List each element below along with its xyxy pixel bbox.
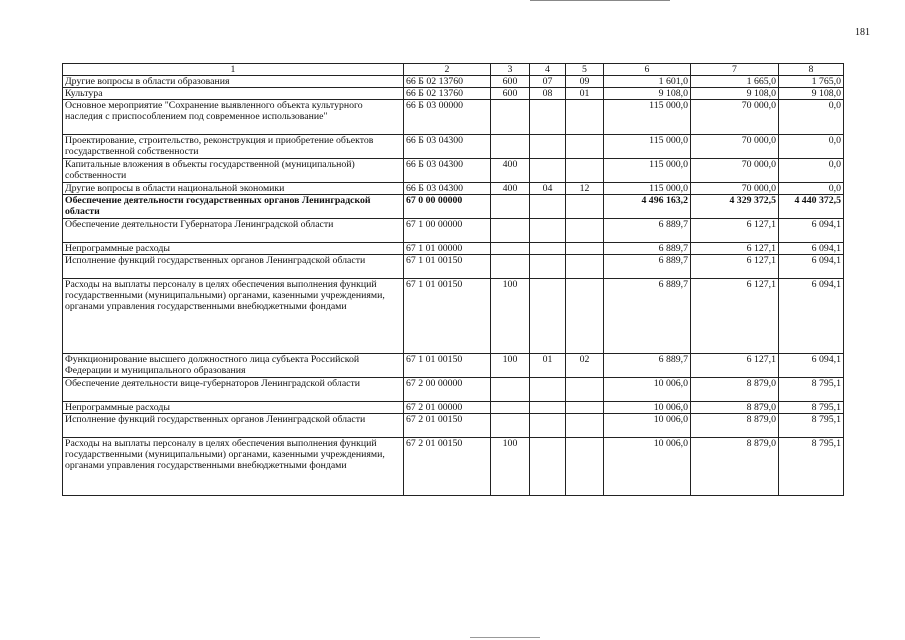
row-value7-cell: 9 108,0 (691, 88, 779, 100)
row-col3-cell: 100 (491, 354, 530, 378)
row-value8-cell: 9 108,0 (779, 88, 844, 100)
header-cell: 5 (566, 64, 604, 76)
header-cell: 3 (491, 64, 530, 76)
row-code-cell: 66 Б 02 13760 (404, 76, 491, 88)
row-col3-cell (491, 135, 530, 159)
row-value8-cell: 6 094,1 (779, 279, 844, 354)
row-name-cell: Капитальные вложения в объекты государственной (муниципальной) собственности (63, 159, 404, 183)
row-value6-cell: 115 000,0 (604, 159, 691, 183)
row-value6-cell: 115 000,0 (604, 183, 691, 195)
row-col4-cell (530, 135, 566, 159)
row-value7-cell: 4 329 372,5 (691, 195, 779, 219)
row-code-cell: 67 1 00 00000 (404, 219, 491, 243)
row-value7-cell: 70 000,0 (691, 100, 779, 135)
row-value8-cell: 1 765,0 (779, 76, 844, 88)
row-value8-cell: 0,0 (779, 183, 844, 195)
row-col5-cell (566, 402, 604, 414)
row-name-cell: Другие вопросы в области образования (63, 76, 404, 88)
table-row (63, 100, 844, 135)
header-cell: 4 (530, 64, 566, 76)
row-value6-cell: 10 006,0 (604, 414, 691, 438)
row-col4-cell: 04 (530, 183, 566, 195)
row-col5-cell: 09 (566, 76, 604, 88)
row-code-cell: 67 1 01 00000 (404, 243, 491, 255)
row-code-cell: 67 1 01 00150 (404, 354, 491, 378)
row-code-cell: 66 Б 03 04300 (404, 183, 491, 195)
row-col4-cell (530, 219, 566, 243)
row-col3-cell: 400 (491, 159, 530, 183)
row-value7-cell: 6 127,1 (691, 354, 779, 378)
row-code-cell: 66 Б 02 13760 (404, 88, 491, 100)
row-code-cell: 67 1 01 00150 (404, 255, 491, 279)
row-name-cell: Исполнение функций государственных органов Ленинградской области (63, 255, 404, 279)
row-value6-cell: 9 108,0 (604, 88, 691, 100)
row-value7-cell: 70 000,0 (691, 159, 779, 183)
row-name-cell: Непрограммные расходы (63, 243, 404, 255)
budget-table (62, 63, 844, 496)
row-value7-cell: 8 879,0 (691, 438, 779, 496)
row-code-cell: 67 2 01 00150 (404, 414, 491, 438)
row-col3-cell (491, 100, 530, 135)
row-value6-cell: 6 889,7 (604, 279, 691, 354)
row-col4-cell (530, 100, 566, 135)
row-value6-cell: 6 889,7 (604, 354, 691, 378)
row-value8-cell: 6 094,1 (779, 219, 844, 243)
row-value8-cell: 0,0 (779, 135, 844, 159)
row-col3-cell (491, 195, 530, 219)
scan-edge-line-top (530, 0, 670, 1)
row-col3-cell (491, 402, 530, 414)
row-name-cell: Расходы на выплаты персоналу в целях обеспечения выполнения функций государственными (муниципальными) органами, казенными учреждениями, органами управления государственными внебюджетными фондами (63, 438, 404, 496)
row-code-cell: 66 Б 03 04300 (404, 135, 491, 159)
row-value6-cell: 1 601,0 (604, 76, 691, 88)
header-row (63, 64, 844, 76)
row-value6-cell: 115 000,0 (604, 135, 691, 159)
row-value8-cell: 6 094,1 (779, 243, 844, 255)
table-row (63, 414, 844, 438)
row-col5-cell (566, 100, 604, 135)
table-row (63, 279, 844, 354)
table-row (63, 135, 844, 159)
table-row (63, 76, 844, 88)
row-col3-cell (491, 243, 530, 255)
row-name-cell: Основное мероприятие "Сохранение выявленного объекта культурного наследия с приспособлением под современное использование" (63, 100, 404, 135)
row-code-cell: 66 Б 03 00000 (404, 100, 491, 135)
row-value8-cell: 0,0 (779, 159, 844, 183)
row-code-cell: 67 2 01 00000 (404, 402, 491, 414)
row-value8-cell: 8 795,1 (779, 438, 844, 496)
row-col3-cell (491, 219, 530, 243)
row-code-cell: 67 1 01 00150 (404, 279, 491, 354)
row-col3-cell: 600 (491, 88, 530, 100)
row-value7-cell: 6 127,1 (691, 219, 779, 243)
row-code-cell: 67 0 00 00000 (404, 195, 491, 219)
table-body (63, 76, 844, 496)
row-name-cell: Обеспечение деятельности государственных органов Ленинградской области (63, 195, 404, 219)
row-col4-cell: 01 (530, 354, 566, 378)
table-row (63, 195, 844, 219)
table-row (63, 219, 844, 243)
row-col4-cell (530, 195, 566, 219)
row-value8-cell: 4 440 372,5 (779, 195, 844, 219)
row-name-cell: Непрограммные расходы (63, 402, 404, 414)
header-cell: 8 (779, 64, 844, 76)
table-row (63, 378, 844, 402)
row-value7-cell: 8 879,0 (691, 402, 779, 414)
row-col3-cell (491, 414, 530, 438)
row-col4-cell (530, 159, 566, 183)
row-col5-cell: 01 (566, 88, 604, 100)
row-value8-cell: 8 795,1 (779, 414, 844, 438)
table-row (63, 183, 844, 195)
table-row (63, 438, 844, 496)
row-value6-cell: 4 496 163,2 (604, 195, 691, 219)
row-value7-cell: 8 879,0 (691, 378, 779, 402)
row-col5-cell (566, 243, 604, 255)
row-value6-cell: 6 889,7 (604, 219, 691, 243)
row-col5-cell: 12 (566, 183, 604, 195)
row-col4-cell (530, 402, 566, 414)
row-col3-cell (491, 378, 530, 402)
row-col4-cell (530, 255, 566, 279)
table-row (63, 243, 844, 255)
row-value7-cell: 1 665,0 (691, 76, 779, 88)
row-value6-cell: 115 000,0 (604, 100, 691, 135)
row-col5-cell (566, 159, 604, 183)
header-cell: 2 (404, 64, 491, 76)
row-value7-cell: 6 127,1 (691, 243, 779, 255)
row-name-cell: Расходы на выплаты персоналу в целях обеспечения выполнения функций государственными (муниципальными) органами, казенными учреждениями, органами управления государственными внебюджетными фондами (63, 279, 404, 354)
row-col5-cell (566, 279, 604, 354)
row-name-cell: Проектирование, строительство, реконструкция и приобретение объектов государственной собственности (63, 135, 404, 159)
row-value8-cell: 8 795,1 (779, 378, 844, 402)
row-name-cell: Обеспечение деятельности вице-губернаторов Ленинградской области (63, 378, 404, 402)
row-value6-cell: 6 889,7 (604, 255, 691, 279)
row-col5-cell (566, 378, 604, 402)
row-value8-cell: 6 094,1 (779, 354, 844, 378)
row-col5-cell (566, 438, 604, 496)
row-col5-cell (566, 219, 604, 243)
row-code-cell: 67 2 01 00150 (404, 438, 491, 496)
row-value7-cell: 70 000,0 (691, 135, 779, 159)
row-col4-cell (530, 414, 566, 438)
row-value7-cell: 6 127,1 (691, 279, 779, 354)
row-col5-cell (566, 255, 604, 279)
scan-edge-line-bottom (470, 637, 540, 638)
page-number: 181 (855, 27, 870, 38)
row-value7-cell: 70 000,0 (691, 183, 779, 195)
row-col3-cell (491, 255, 530, 279)
row-name-cell: Обеспечение деятельности Губернатора Ленинградской области (63, 219, 404, 243)
row-col4-cell (530, 279, 566, 354)
table-row (63, 255, 844, 279)
row-col3-cell: 100 (491, 279, 530, 354)
row-col5-cell: 02 (566, 354, 604, 378)
table-row (63, 159, 844, 183)
row-value8-cell: 0,0 (779, 100, 844, 135)
header-cell: 1 (63, 64, 404, 76)
row-value6-cell: 10 006,0 (604, 438, 691, 496)
row-name-cell: Другие вопросы в области национальной экономики (63, 183, 404, 195)
row-name-cell: Исполнение функций государственных органов Ленинградской области (63, 414, 404, 438)
table-row (63, 354, 844, 378)
row-col5-cell (566, 135, 604, 159)
row-col3-cell: 100 (491, 438, 530, 496)
row-value6-cell: 10 006,0 (604, 378, 691, 402)
row-col4-cell (530, 378, 566, 402)
row-col4-cell (530, 243, 566, 255)
row-value8-cell: 6 094,1 (779, 255, 844, 279)
row-col3-cell: 400 (491, 183, 530, 195)
row-value6-cell: 6 889,7 (604, 243, 691, 255)
row-col3-cell: 600 (491, 76, 530, 88)
table-row (63, 402, 844, 414)
row-name-cell: Функционирование высшего должностного лица субъекта Российской Федерации и муниципального образования (63, 354, 404, 378)
row-name-cell: Культура (63, 88, 404, 100)
row-col5-cell (566, 414, 604, 438)
row-value6-cell: 10 006,0 (604, 402, 691, 414)
row-code-cell: 66 Б 03 04300 (404, 159, 491, 183)
table-row (63, 88, 844, 100)
row-col5-cell (566, 195, 604, 219)
header-cell: 6 (604, 64, 691, 76)
row-col4-cell (530, 438, 566, 496)
row-value7-cell: 6 127,1 (691, 255, 779, 279)
row-value8-cell: 8 795,1 (779, 402, 844, 414)
row-col4-cell: 07 (530, 76, 566, 88)
row-code-cell: 67 2 00 00000 (404, 378, 491, 402)
row-value7-cell: 8 879,0 (691, 414, 779, 438)
header-cell: 7 (691, 64, 779, 76)
row-col4-cell: 08 (530, 88, 566, 100)
